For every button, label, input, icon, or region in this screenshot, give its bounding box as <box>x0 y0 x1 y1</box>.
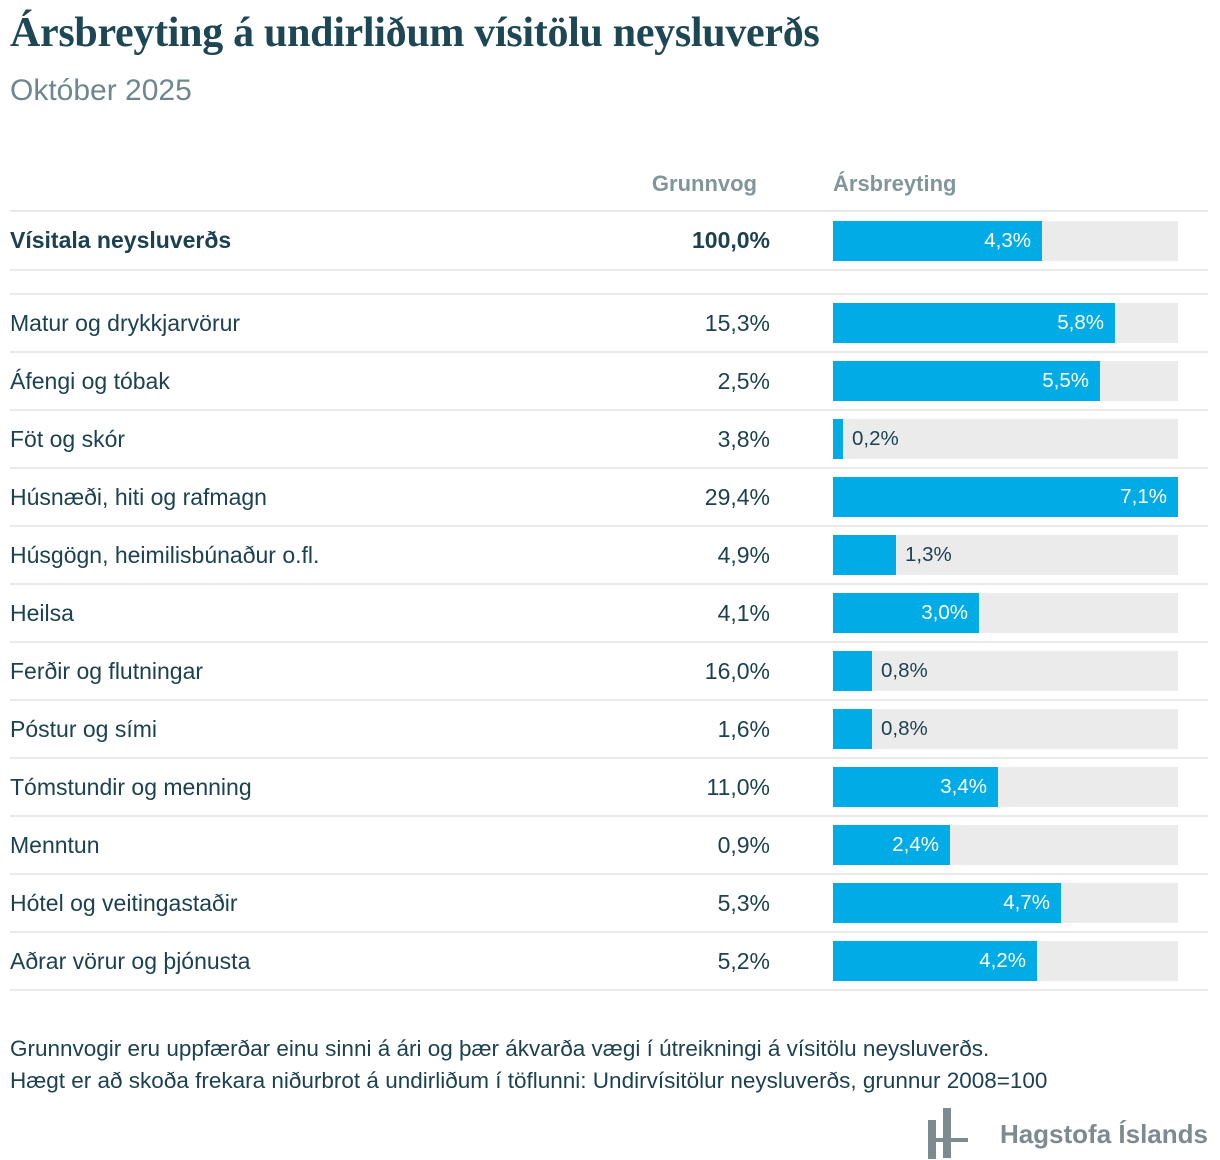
bar-value-label: 3,0% <box>921 601 968 625</box>
category-label: Áfengi og tóbak <box>10 367 170 394</box>
footnote-line-1: Grunnvogir eru uppfærðar einu sinni á ári og þær ákvarða vægi í útreikningi á vísitölu neysluverðs. <box>10 1036 990 1062</box>
hagstofa-logo-icon <box>926 1107 970 1160</box>
bar-track <box>833 767 1178 807</box>
bar-value-label: 4,3% <box>984 228 1031 252</box>
table-row <box>10 210 1208 269</box>
table-row <box>10 699 1208 757</box>
weight-value: 3,8% <box>717 425 770 452</box>
bar-track <box>833 361 1178 401</box>
weight-value: 4,1% <box>717 599 770 626</box>
weight-value: 100,0% <box>691 227 770 254</box>
category-label: Póstur og sími <box>10 715 157 742</box>
section-gap <box>10 269 1208 293</box>
table-header <box>10 171 1208 210</box>
table-row <box>10 815 1208 873</box>
bar-track <box>833 535 1178 575</box>
category-label: Menntun <box>10 831 100 858</box>
table-row <box>10 351 1208 409</box>
weight-value: 11,0% <box>706 773 770 800</box>
category-label: Húsnæði, hiti og rafmagn <box>10 483 267 510</box>
category-label: Heilsa <box>10 599 74 626</box>
bar-value-label: 4,7% <box>1003 891 1050 915</box>
table-row <box>10 525 1208 583</box>
bar-value-label: 3,4% <box>940 775 987 799</box>
weight-value: 0,9% <box>717 831 770 858</box>
bar <box>833 535 896 575</box>
bar-value-label: 0,8% <box>881 659 928 683</box>
bar-value-label: 0,2% <box>852 427 899 451</box>
bar-track <box>833 221 1178 261</box>
weight-value: 2,5% <box>717 367 770 394</box>
column-header-grunnvog: Grunnvog <box>651 171 757 197</box>
bar-value-label: 5,8% <box>1057 311 1104 335</box>
logo <box>10 1107 1208 1160</box>
table-row <box>10 641 1208 699</box>
bar <box>833 651 872 691</box>
category-label: Ferðir og flutningar <box>10 657 204 684</box>
table-row <box>10 873 1208 931</box>
bar <box>833 709 872 749</box>
bar-value-label: 4,2% <box>979 949 1026 973</box>
weight-value: 1,6% <box>717 715 770 742</box>
table-row <box>10 757 1208 815</box>
category-label: Vísitala neysluverðs <box>10 227 232 254</box>
page-title: Ársbreyting á undirliðum vísitölu neysluverðs <box>10 10 820 56</box>
bar-track <box>833 477 1178 517</box>
category-label: Matur og drykkjarvörur <box>10 309 241 336</box>
weight-value: 29,4% <box>704 483 770 510</box>
bar-value-label: 1,3% <box>905 543 952 567</box>
footnote <box>10 1033 1208 1097</box>
bar-track <box>833 593 1178 633</box>
page-subtitle: Október 2025 <box>10 74 192 108</box>
table-row <box>10 931 1208 989</box>
bar-track <box>833 883 1178 923</box>
table-row <box>10 467 1208 525</box>
weight-value: 5,3% <box>717 889 770 916</box>
weight-value: 5,2% <box>717 947 770 974</box>
bar-track <box>833 419 1178 459</box>
bar-value-label: 2,4% <box>892 833 939 857</box>
logo-text: Hagstofa Íslands <box>999 1118 1208 1149</box>
footnote-line-2: Hægt er að skoða frekara niðurbrot á undirliðum í töflunni: Undirvísitölur neysluverðs, grunnur 2008=100 <box>10 1068 1048 1094</box>
category-label: Föt og skór <box>10 425 126 452</box>
table-row <box>10 409 1208 467</box>
category-label: Hótel og veitingastaðir <box>10 889 238 916</box>
table-row <box>10 293 1208 351</box>
bar-value-label: 7,1% <box>1120 485 1167 509</box>
category-label: Húsgögn, heimilisbúnaður o.fl. <box>10 541 320 568</box>
category-label: Tómstundir og menning <box>10 773 252 800</box>
bar-track <box>833 303 1178 343</box>
table-row <box>10 583 1208 641</box>
bar-track <box>833 825 1178 865</box>
category-label: Aðrar vörur og þjónusta <box>10 947 251 974</box>
bar-track <box>833 941 1178 981</box>
weight-value: 16,0% <box>704 657 770 684</box>
bar-value-label: 0,8% <box>881 717 928 741</box>
bar-value-label: 5,5% <box>1042 369 1089 393</box>
bar-track <box>833 709 1178 749</box>
bar-track <box>833 651 1178 691</box>
weight-value: 4,9% <box>717 541 770 568</box>
column-header-arsbreyting: Ársbreyting <box>833 171 957 197</box>
bar <box>833 419 843 459</box>
weight-value: 15,3% <box>704 309 770 336</box>
cpi-table <box>10 210 1208 991</box>
